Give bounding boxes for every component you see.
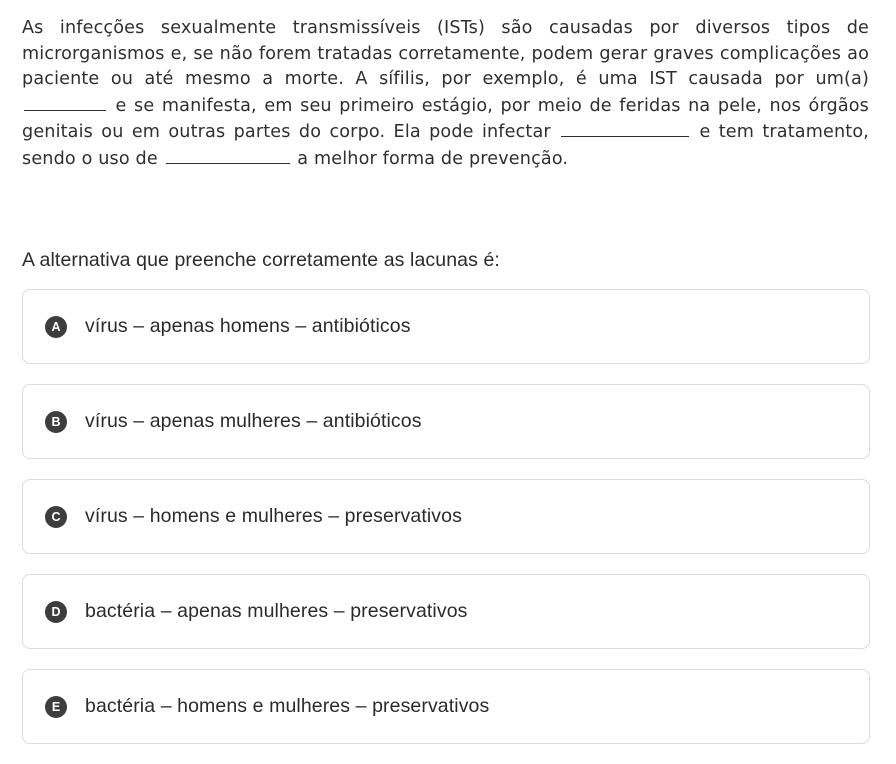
question-prompt: A alternativa que preenche corretamente as lacunas é: (22, 249, 500, 271)
option-text: vírus – homens e mulheres – preservativos (85, 505, 462, 527)
option-b[interactable] (22, 384, 870, 459)
option-c[interactable] (22, 479, 870, 554)
option-text: bactéria – apenas mulheres – preservativos (85, 600, 468, 622)
option-a[interactable] (22, 289, 870, 364)
statement-part-3: e tem tratamento, sendo o uso de (22, 122, 869, 169)
statement-part-4: a melhor forma de prevenção. (297, 148, 569, 169)
option-letter-badge: D (45, 601, 67, 623)
option-e[interactable] (22, 669, 870, 744)
question-statement (22, 16, 869, 173)
answer-options (22, 289, 870, 764)
option-letter-badge: C (45, 506, 67, 528)
blank-1 (24, 93, 106, 111)
statement-part-1: As infecções sexualmente transmissíveis (ISTs) são causadas por diversos tipos de microrganismos e, se não forem tratadas corretamente, podem gerar graves complicações ao paciente ou até mesmo a morte. A sífilis, por exemplo, é uma IST causada por um(a) (22, 18, 869, 90)
statement-part-2: e se manifesta, em seu primeiro estágio, por meio de feridas na pele, nos órgãos genitais ou em outras partes do corpo. Ela pode infectar (22, 95, 869, 143)
option-text: bactéria – homens e mulheres – preservativos (85, 695, 490, 717)
blank-2 (561, 119, 689, 137)
option-d[interactable] (22, 574, 870, 649)
option-text: vírus – apenas mulheres – antibióticos (85, 410, 422, 432)
blank-3 (166, 146, 290, 164)
option-letter-badge: A (45, 316, 67, 338)
option-letter-badge: B (45, 411, 67, 433)
option-text: vírus – apenas homens – antibióticos (85, 315, 411, 337)
option-letter-badge: E (45, 696, 67, 718)
